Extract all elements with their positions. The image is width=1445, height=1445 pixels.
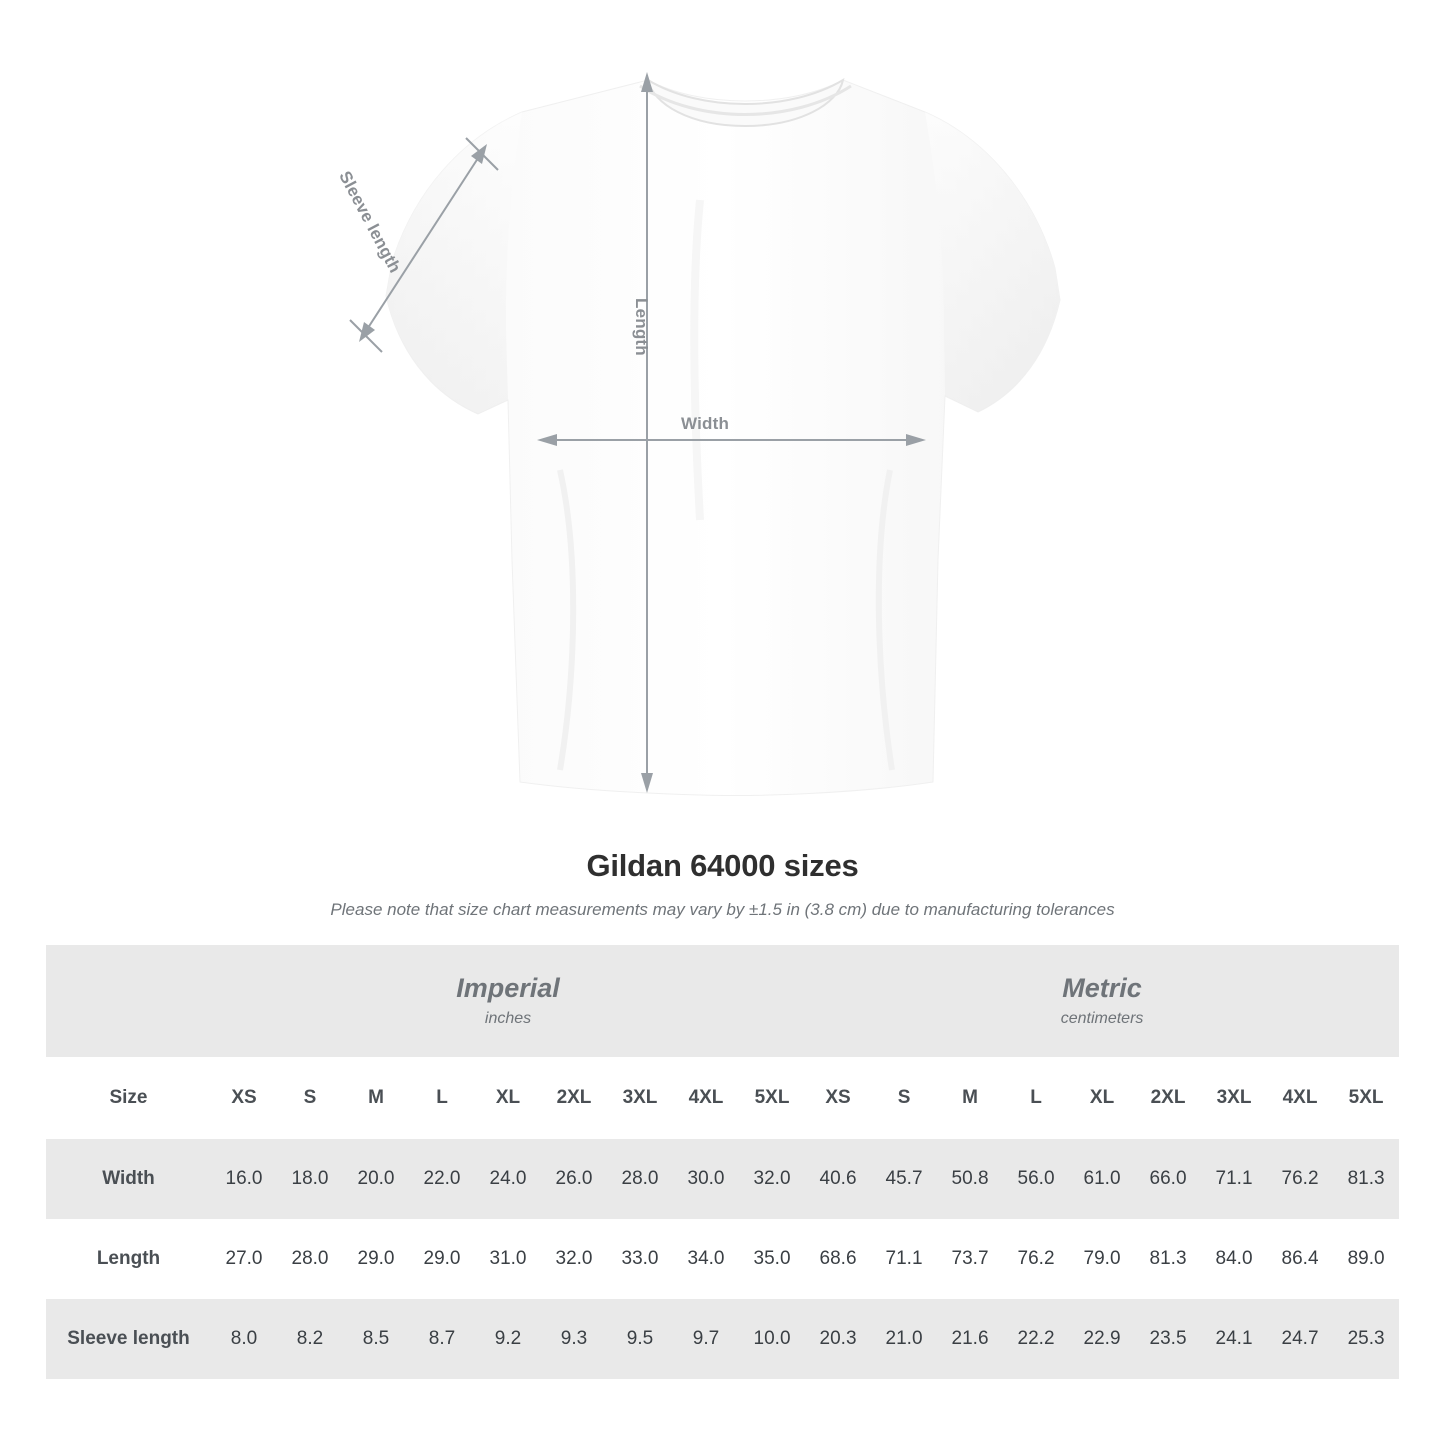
size-header-cell: XS <box>805 1057 871 1139</box>
measurement-cell: 71.1 <box>871 1219 937 1299</box>
unit-group-subtitle: inches <box>484 1009 532 1027</box>
measurement-cell: 76.2 <box>1003 1219 1069 1299</box>
measurement-cell: 66.0 <box>1135 1139 1201 1219</box>
unit-group-subtitle: centimeters <box>1060 1009 1144 1027</box>
measurement-cell: 25.3 <box>1333 1299 1399 1379</box>
measurement-cell: 45.7 <box>871 1139 937 1219</box>
measurement-cell: 20.0 <box>343 1139 409 1219</box>
measurement-cell: 8.2 <box>277 1299 343 1379</box>
measurement-cell: 22.2 <box>1003 1299 1069 1379</box>
measurement-cell: 81.3 <box>1333 1139 1399 1219</box>
size-header-cell: L <box>409 1057 475 1139</box>
measurement-cell: 32.0 <box>541 1219 607 1299</box>
measurement-cell: 68.6 <box>805 1219 871 1299</box>
size-header-cell: 5XL <box>739 1057 805 1139</box>
measurement-cell: 28.0 <box>607 1139 673 1219</box>
size-header-cell: 5XL <box>1333 1057 1399 1139</box>
unit-group-name: Imperial <box>456 973 560 1004</box>
unit-header-row <box>46 945 1399 1057</box>
table-corner-cell <box>46 945 211 1057</box>
measurement-cell: 16.0 <box>211 1139 277 1219</box>
size-header-cell: XS <box>211 1057 277 1139</box>
measurement-cell: 21.0 <box>871 1299 937 1379</box>
measurement-cell: 26.0 <box>541 1139 607 1219</box>
size-header-cell: L <box>1003 1057 1069 1139</box>
size-header-cell: XL <box>475 1057 541 1139</box>
size-header-cell: 3XL <box>607 1057 673 1139</box>
size-header-cell: M <box>343 1057 409 1139</box>
measurement-cell: 8.5 <box>343 1299 409 1379</box>
measurement-cell: 8.7 <box>409 1299 475 1379</box>
measurement-cell: 21.6 <box>937 1299 1003 1379</box>
measurement-cell: 40.6 <box>805 1139 871 1219</box>
measurement-cell: 89.0 <box>1333 1219 1399 1299</box>
measurement-cell: 29.0 <box>343 1219 409 1299</box>
size-header-cell: S <box>871 1057 937 1139</box>
measurement-cell: 84.0 <box>1201 1219 1267 1299</box>
measurement-cell: 27.0 <box>211 1219 277 1299</box>
measurement-cell: 35.0 <box>739 1219 805 1299</box>
measurement-cell: 18.0 <box>277 1139 343 1219</box>
measurement-cell: 81.3 <box>1135 1219 1201 1299</box>
measurement-cell: 24.1 <box>1201 1299 1267 1379</box>
measurement-cell: 9.2 <box>475 1299 541 1379</box>
size-header-cell: XL <box>1069 1057 1135 1139</box>
measurement-cell: 9.3 <box>541 1299 607 1379</box>
sleeve-length-label: Sleeve length <box>335 168 405 276</box>
size-row-label: Size <box>46 1057 211 1139</box>
measurement-cell: 24.0 <box>475 1139 541 1219</box>
size-header-cell: 4XL <box>1267 1057 1333 1139</box>
table-row <box>46 1299 1399 1379</box>
measurement-cell: 86.4 <box>1267 1219 1333 1299</box>
size-header-cell: S <box>277 1057 343 1139</box>
size-header-cell: 4XL <box>673 1057 739 1139</box>
size-header-cell: 2XL <box>541 1057 607 1139</box>
size-chart-table <box>46 945 1399 1379</box>
unit-group-name: Metric <box>1062 973 1142 1004</box>
size-header-cell: 3XL <box>1201 1057 1267 1139</box>
measurement-cell: 73.7 <box>937 1219 1003 1299</box>
measurement-cell: 50.8 <box>937 1139 1003 1219</box>
measurement-cell: 20.3 <box>805 1299 871 1379</box>
measurement-cell: 31.0 <box>475 1219 541 1299</box>
measurement-cell: 61.0 <box>1069 1139 1135 1219</box>
size-chart-table-wrapper <box>46 945 1399 1379</box>
measurement-cell: 56.0 <box>1003 1139 1069 1219</box>
size-header-row <box>46 1057 1399 1139</box>
measurement-cell: 22.9 <box>1069 1299 1135 1379</box>
table-row <box>46 1139 1399 1219</box>
row-label: Length <box>46 1219 211 1299</box>
measurement-cell: 29.0 <box>409 1219 475 1299</box>
measurement-cell: 24.7 <box>1267 1299 1333 1379</box>
size-header-cell: M <box>937 1057 1003 1139</box>
size-header-cell: 2XL <box>1135 1057 1201 1139</box>
unit-group-metric <box>805 945 1399 1057</box>
measurement-cell: 9.5 <box>607 1299 673 1379</box>
measurement-cell: 22.0 <box>409 1139 475 1219</box>
measurement-cell: 10.0 <box>739 1299 805 1379</box>
row-label: Width <box>46 1139 211 1219</box>
measurement-note: Please note that size chart measurements may vary by ±1.5 in (3.8 cm) due to manufacturing tolerances <box>330 900 1115 919</box>
length-label: Length <box>632 298 651 356</box>
measurement-cell: 32.0 <box>739 1139 805 1219</box>
table-row <box>46 1219 1399 1299</box>
page-title: Gildan 64000 sizes <box>586 848 859 883</box>
row-label: Sleeve length <box>46 1299 211 1379</box>
unit-group-imperial <box>211 945 805 1057</box>
measurement-cell: 28.0 <box>277 1219 343 1299</box>
measurement-cell: 79.0 <box>1069 1219 1135 1299</box>
measurement-cell: 8.0 <box>211 1299 277 1379</box>
measurement-cell: 23.5 <box>1135 1299 1201 1379</box>
measurement-cell: 34.0 <box>673 1219 739 1299</box>
width-label: Width <box>681 414 730 433</box>
measurement-cell: 9.7 <box>673 1299 739 1379</box>
measurement-cell: 30.0 <box>673 1139 739 1219</box>
measurement-cell: 33.0 <box>607 1219 673 1299</box>
measurement-cell: 71.1 <box>1201 1139 1267 1219</box>
measurement-cell: 76.2 <box>1267 1139 1333 1219</box>
